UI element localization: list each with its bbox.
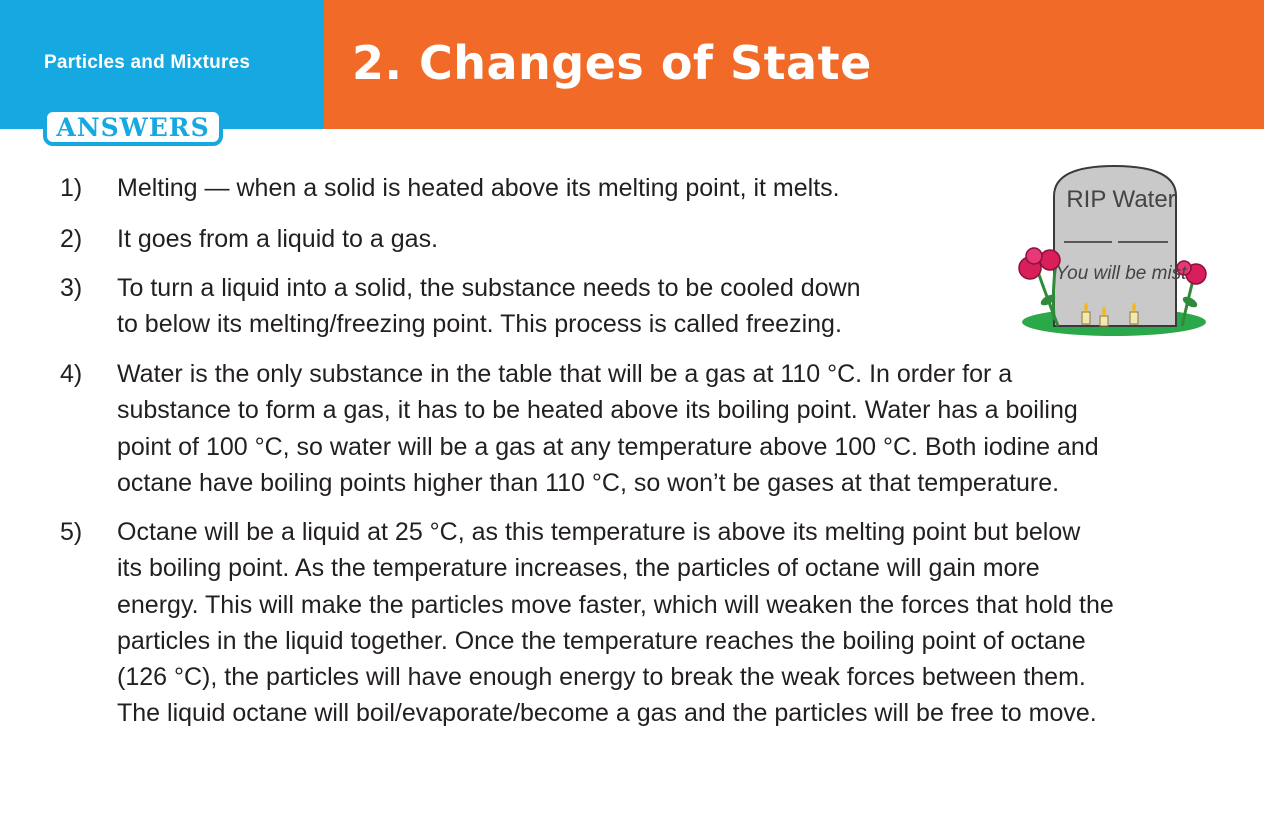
answer-line: particles in the liquid together. Once the temperature reaches the boiling point of octane xyxy=(117,626,1086,655)
answer-line: Melting — when a solid is heated above its melting point, it melts. xyxy=(117,174,840,202)
answer-line: octane have boiling points higher than 110 °C, so won’t be gases at that temperature. xyxy=(117,468,1060,497)
title-banner xyxy=(324,0,1264,129)
answer-number: 4) xyxy=(60,360,83,388)
answer-line: its boiling point. As the temperature increases, the particles of octane will gain more xyxy=(117,554,1040,583)
tombstone-inscription: RIP Water xyxy=(1066,186,1176,213)
answer-number: 5) xyxy=(60,518,83,546)
answer-item-1 xyxy=(60,170,840,206)
answer-number: 2) xyxy=(60,225,83,253)
answer-number: 1) xyxy=(60,174,83,202)
answer-line: Octane will be a liquid at 25 °C, as this temperature is above its melting point but below xyxy=(117,518,1081,546)
answer-line: To turn a liquid into a solid, the substance needs to be cooled down xyxy=(117,274,861,302)
tombstone-epitaph: You will be mist xyxy=(1055,263,1187,284)
page-title: 2. Changes of State xyxy=(352,36,872,90)
answer-item-3 xyxy=(60,270,861,343)
answer-line: (126 °C), the particles will have enough energy to break the weak forces between them. xyxy=(117,663,1086,692)
answer-line: It goes from a liquid to a gas. xyxy=(117,225,439,253)
answer-number: 3) xyxy=(60,274,83,302)
subject-label: Particles and Mixtures xyxy=(44,52,251,73)
answer-line: energy. This will make the particles move faster, which will weaken the forces that hold the xyxy=(117,590,1114,619)
answers-badge xyxy=(43,108,223,146)
answer-item-5 xyxy=(60,514,1114,732)
answer-item-2 xyxy=(60,221,438,257)
answer-line: substance to form a gas, it has to be heated above its boiling point. Water has a boiling xyxy=(117,396,1078,425)
answer-line: to below its melting/freezing point. This process is called freezing. xyxy=(117,310,842,339)
answer-item-4 xyxy=(60,356,1099,501)
answer-line: The liquid octane will boil/evaporate/become a gas and the particles will be free to move. xyxy=(117,699,1097,728)
answers-badge-label: ANSWERS xyxy=(56,112,210,142)
answer-line: point of 100 °C, so water will be a gas at any temperature above 100 °C. Both iodine and xyxy=(117,432,1099,461)
answer-line: Water is the only substance in the table that will be a gas at 110 °C. In order for a xyxy=(117,360,1013,388)
